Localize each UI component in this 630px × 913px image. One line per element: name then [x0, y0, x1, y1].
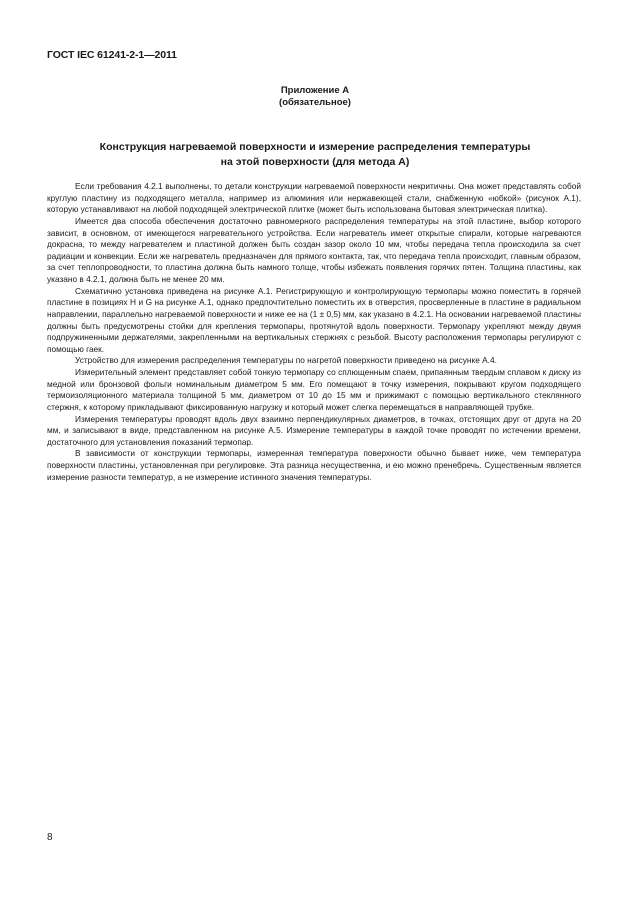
annex-subtitle: (обязательное): [279, 97, 351, 108]
paragraph-4: Устройство для измерения распределения температуры по нагретой поверхности приведено на рисунке А.4.: [75, 355, 497, 366]
paragraph-6: Измерения температуры проводят вдоль двух взаимно перпендикулярных диаметров, в точках, отстоящих друг от друга на 20 мм, и записывают в виде, представленном на рисунке А.5. Измерение температуры в каждой точке проводят по истечении времени, достаточного для установления показаний термопар.: [47, 413, 581, 447]
paragraph-1: Если требования 4.2.1 выполнены, то детали конструкции нагреваемой поверхности некритичны. Она может представлять собой круглую пластину из подходящего металла, например из алюминия или нержавеющей стали, снабженную «юбкой» (рисунок А.1), которую устанавливают на любой подходящей электрической плитке (может быть использована бытовая электрическая плитка).: [47, 181, 581, 215]
annex-title: Приложение А: [280, 85, 350, 96]
paragraph-5: Измерительный элемент представляет собой тонкую термопару со сплющенным спаем, припаянным твердым сплавом к диску из медной или бронзовой фольги номинальным диаметром 5 мм. Его помещают в точку измерения, покрывают кругом подходящего термоизоляционного материала толщиной 5 мм, диаметром от 10 до 15 мм и прижимают с помощью вертикального стеклянного стержня, к которому прикладывают фиксированную нагрузку и который может слегка перемещаться в направляющей трубке.: [47, 367, 581, 412]
body-text: [47, 181, 581, 483]
section-title: [60, 140, 570, 169]
section-title-line-1: Конструкция нагреваемой поверхности и измерение распределения температуры: [99, 141, 531, 153]
section-title-line-2: на этой поверхности (для метода А): [220, 155, 410, 168]
paragraph-3: Схематично установка приведена на рисунке А.1. Регистрирующую и контролирующую термопары можно поместить в горячей пластине в позициях H и G на рисунке А.1, однако предпочтительно поместить их в отверстия, просверленные в пластине в радиальном направлении, параллельно нагреваемой поверхности и ниже ее на (1 ± 0,5) мм, как указано в 4.2.1. На основании нагреваемой пластины должны быть предусмотрены стойки для крепления термопары, протянутой вдоль поверхности. Термопару укрепляют между двумя подпружиненными держателями, закрепленными на вертикальных стержнях с резьбой. Высоту расположения термопары регулируют с помощью гаек.: [47, 285, 581, 354]
page-number: 8: [47, 832, 53, 843]
paragraph-2: Имеется два способа обеспечения достаточно равномерного распределения температуры на этой пластине, выбор которого зависит, в основном, от имеющегося нагревательного устройства. Если нагреватель имеет открытые спирали, которые нагреваются докрасна, то между нагревателем и пластиной должен быть создан зазор около 10 мм, чтобы передача тепла происходила за счет радиации и конвекции. Если же нагреватель предназначен для прямого контакта, так, что передача тепла происходит, главным образом, за счет теплопроводности, то пластина должна быть намного толще, чтобы избежать появления горячих пятен. Толщина пластины, как указано в 4.2.1, должна быть не менее 20 мм.: [47, 215, 581, 284]
standard-code-header: ГОСТ IEC 61241-2-1—2011: [47, 49, 177, 61]
paragraph-7: В зависимости от конструкции термопары, измеренная температура поверхности обычно бывает ниже, чем температура поверхности пластины, установленная при регулировке. Эта разница несущественна, и ею можно пренебречь. Существенным является измерение разности температур, а не измерение истинного значения температуры.: [47, 448, 581, 482]
